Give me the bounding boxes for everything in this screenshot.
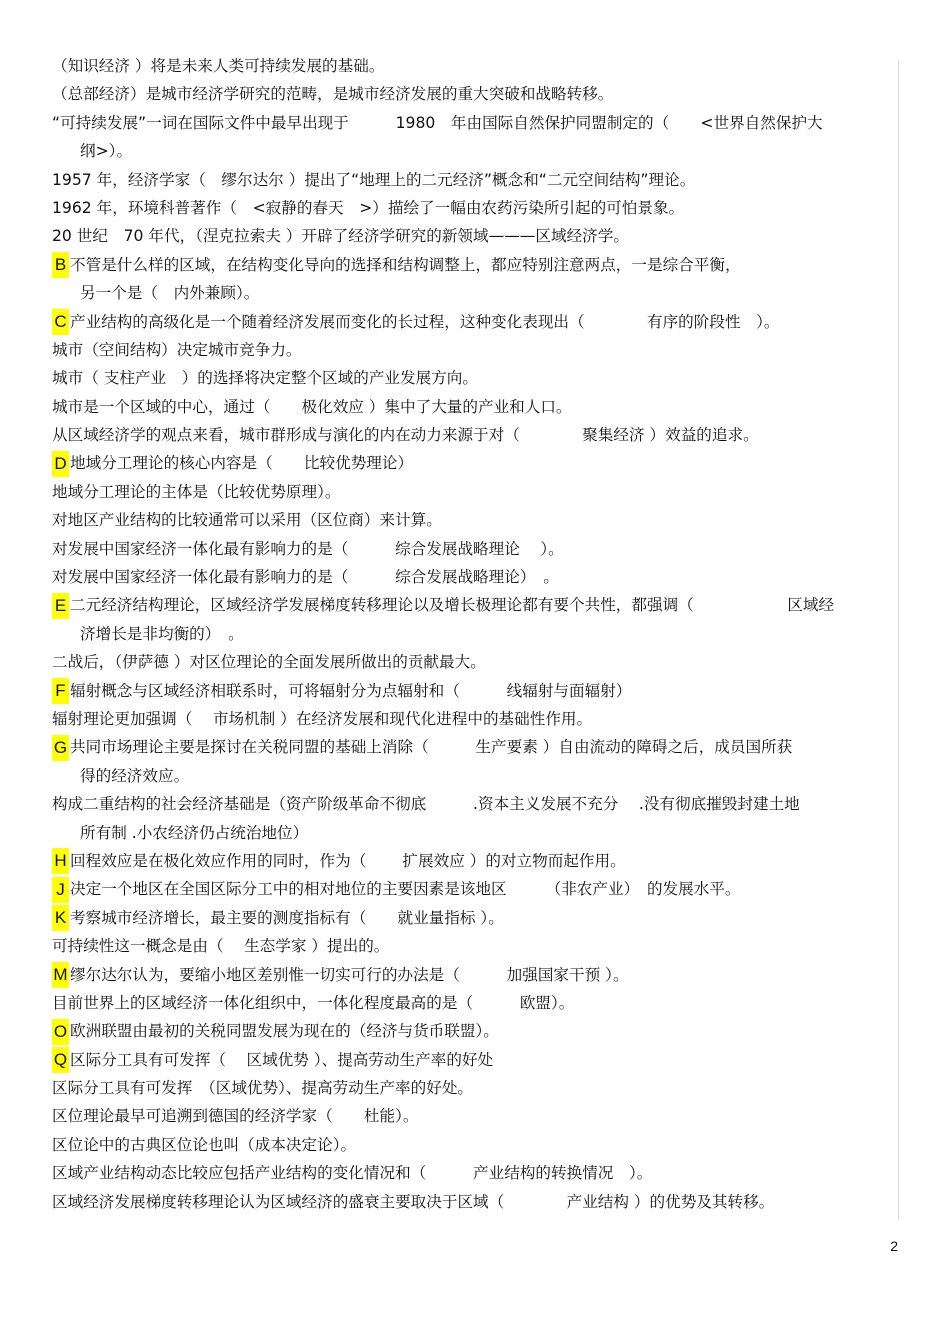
text-line <box>0 393 950 421</box>
section-letter-marker: M <box>52 962 69 988</box>
document-body <box>0 52 950 1216</box>
line-text: 所有制 .小农经济仍占统治地位） <box>80 823 309 842</box>
text-line <box>0 875 950 903</box>
text-line <box>0 251 950 279</box>
text-line <box>0 1017 950 1045</box>
line-text: 对发展中国家经济一体化最有影响力的是（ 综合发展战略理论 ）。 <box>52 539 564 558</box>
text-line <box>0 705 950 733</box>
text-line <box>0 222 950 250</box>
line-text: 对地区产业结构的比较通常可以采用（区位商）来计算。 <box>52 511 442 530</box>
text-line <box>0 535 950 563</box>
line-text: 从区域经济学的观点来看，城市群形成与演化的内在动力来源于对（ 聚集经济 ）效益的追求。 <box>52 426 759 445</box>
line-text: 济增长是非均衡的） 。 <box>80 624 244 643</box>
line-text: 城市（空间结构）决定城市竞争力。 <box>52 340 302 359</box>
section-letter-marker: E <box>52 593 69 619</box>
text-line <box>0 421 950 449</box>
line-text: 1962 年，环境科普著作（ <寂静的春天 >）描绘了一幅由农药污染所引起的可怕景象。 <box>52 198 685 217</box>
line-text: （总部经济）是城市经济学研究的范畴，是城市经济发展的重大突破和战略转移。 <box>52 85 614 104</box>
line-text: 考察城市经济增长，最主要的测度指标有（ 就业量指标 ）。 <box>70 908 504 927</box>
line-text: 城市（ 支柱产业 ）的选择将决定整个区域的产业发展方向。 <box>52 369 478 388</box>
line-text: 共同市场理论主要是探讨在关税同盟的基础上消除（ 生产要素 ）自由流动的障碍之后，成员国所获 <box>70 738 793 757</box>
text-line <box>0 1159 950 1187</box>
text-line <box>0 109 950 137</box>
line-text: 区际分工具有可发挥 （区域优势）、提高劳动生产率的好处。 <box>52 1079 474 1098</box>
text-line <box>0 1188 950 1216</box>
text-line <box>0 308 950 336</box>
text-line <box>0 1046 950 1074</box>
line-text: 得的经济效应。 <box>80 766 190 785</box>
line-text: 另一个是（ 内外兼顾）。 <box>80 284 260 303</box>
line-text: 目前世界上的区域经济一体化组织中，一体化程度最高的是（ 欧盟）。 <box>52 993 575 1012</box>
line-text: 二战后，（伊萨德 ）对区位理论的全面发展所做出的贡献最大。 <box>52 653 486 672</box>
text-line <box>0 52 950 80</box>
text-line <box>0 80 950 108</box>
line-text: 回程效应是在极化效应作用的同时，作为（ 扩展效应 ）的对立物而起作用。 <box>70 851 626 870</box>
text-line <box>0 591 950 619</box>
text-line <box>0 166 950 194</box>
line-text: 辐射概念与区域经济相联系时，可将辐射分为点辐射和（ 线辐射与面辐射） <box>70 681 632 700</box>
text-line <box>0 279 950 307</box>
text-line <box>0 137 950 165</box>
line-text: 区域经济发展梯度转移理论认为区域经济的盛衰主要取决于区域（ 产业结构 ）的优势及其转移。 <box>52 1192 775 1211</box>
section-letter-marker: F <box>52 678 69 704</box>
line-text: 区位论中的古典区位论也叫（成本决定论）。 <box>52 1135 357 1154</box>
line-text: 地域分工理论的主体是（比较优势原理）。 <box>52 482 341 501</box>
text-line <box>0 819 950 847</box>
text-line <box>0 1102 950 1130</box>
page-number: 2 <box>890 1238 898 1254</box>
text-line <box>0 1131 950 1159</box>
text-line <box>0 677 950 705</box>
text-line <box>0 563 950 591</box>
line-text: 不管是什么样的区域，在结构变化导向的选择和结构调整上，都应特别注意两点，一是综合平衡， <box>70 255 741 274</box>
text-line <box>0 762 950 790</box>
line-text: 欧洲联盟由最初的关税同盟发展为现在的（经济与货币联盟）。 <box>70 1022 499 1041</box>
section-letter-marker: C <box>52 309 69 335</box>
line-text: 1957 年，经济学家（ 缪尔达尔 ）提出了“地理上的二元经济”概念和“二元空间结构”理论。 <box>52 170 696 189</box>
text-line <box>0 1074 950 1102</box>
text-line <box>0 733 950 761</box>
section-letter-marker: Q <box>52 1047 69 1073</box>
section-letter-marker: J <box>52 877 69 903</box>
line-text: 区域产业结构动态比较应包括产业结构的变化情况和（ 产业结构的转换情况 ）。 <box>52 1164 653 1183</box>
section-letter-marker: D <box>52 451 69 477</box>
line-text: 决定一个地区在全国区际分工中的相对地位的主要因素是该地区 （非农产业） 的发展水平。 <box>70 880 741 899</box>
section-letter-marker: H <box>52 848 69 874</box>
text-line <box>0 620 950 648</box>
line-text: 20 世纪 70 年代，（涅克拉索夫 ）开辟了经济学研究的新领域———区域经济学。 <box>52 227 629 246</box>
text-line <box>0 932 950 960</box>
text-line <box>0 648 950 676</box>
text-line <box>0 336 950 364</box>
section-letter-marker: O <box>52 1019 69 1045</box>
line-text: 辐射理论更加强调（ 市场机制 ）在经济发展和现代化进程中的基础性作用。 <box>52 709 593 728</box>
text-line <box>0 790 950 818</box>
text-line <box>0 364 950 392</box>
text-line <box>0 961 950 989</box>
line-text: 地域分工理论的核心内容是（ 比较优势理论） <box>70 454 414 473</box>
line-text: （知识经济 ）将是未来人类可持续发展的基础。 <box>52 57 385 75</box>
line-text: 纲>）。 <box>80 142 133 161</box>
line-text: 二元经济结构理论，区域经济学发展梯度转移理论以及增长极理论都有要个共性，都强调（ 区域经 <box>70 596 835 615</box>
text-line <box>0 449 950 477</box>
text-line <box>0 506 950 534</box>
text-line <box>0 904 950 932</box>
section-letter-marker: B <box>52 252 69 278</box>
line-text: 构成二重结构的社会经济基础是（资产阶级革命不彻底 .资本主义发展不充分 .没有彻底摧毁封建土地 <box>52 795 800 814</box>
line-text: 区际分工具有可发挥（ 区域优势 ）、提高劳动生产率的好处 <box>70 1050 494 1069</box>
section-letter-marker: K <box>52 905 69 931</box>
text-line <box>0 194 950 222</box>
line-text: 产业结构的高级化是一个随着经济发展而变化的长过程，这种变化表现出（ 有序的阶段性 ）。 <box>70 312 780 331</box>
line-text: 对发展中国家经济一体化最有影响力的是（ 综合发展战略理论） 。 <box>52 568 559 587</box>
text-line <box>0 989 950 1017</box>
section-letter-marker: G <box>52 735 69 761</box>
text-line <box>0 847 950 875</box>
line-text: 区位理论最早可追溯到德国的经济学家（ 杜能）。 <box>52 1107 419 1126</box>
line-text: 城市是一个区域的中心，通过（ 极化效应 ）集中了大量的产业和人口。 <box>52 397 572 416</box>
line-text: 缪尔达尔认为，要缩小地区差别惟一切实可行的办法是（ 加强国家干预 ）。 <box>70 965 629 984</box>
line-text: 可持续性这一概念是由（ 生态学家 ）提出的。 <box>52 937 390 956</box>
line-text: “可持续发展”一词在国际文件中最早出现于 1980 年由国际自然保护同盟制定的（ <世界自然保护大 <box>52 113 823 132</box>
text-line <box>0 478 950 506</box>
